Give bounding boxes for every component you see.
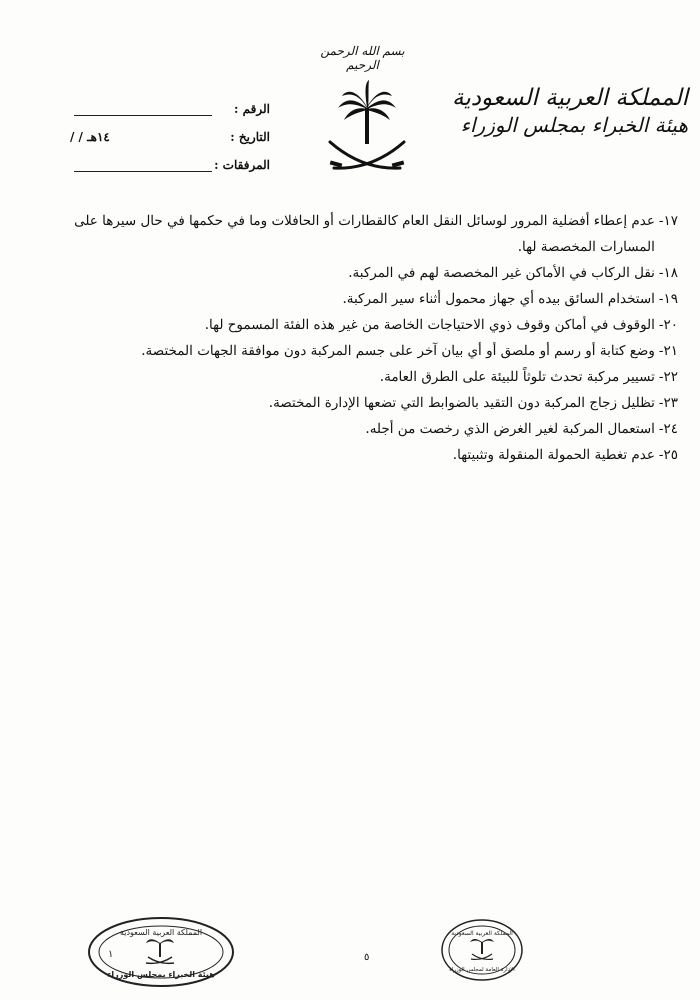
list-item bbox=[68, 260, 678, 286]
violations-list bbox=[68, 208, 678, 468]
item-number: ٢٤- bbox=[658, 421, 678, 437]
date-label: التاريخ : bbox=[230, 130, 270, 144]
item-text: استعمال المركبة لغير الغرض الذي رخصت من أجله. bbox=[365, 421, 655, 437]
list-item bbox=[68, 442, 678, 468]
item-number: ٢٢- bbox=[658, 369, 678, 385]
seal-left-top-text: المملكة العربية السعودية bbox=[119, 928, 203, 937]
list-item bbox=[68, 286, 678, 312]
list-item bbox=[68, 416, 678, 442]
item-text: وضع كتابة أو رسم أو ملصق أو أي بيان آخر على جسم المركبة دون موافقة الجهات المختصة. bbox=[141, 343, 655, 359]
official-seal-left bbox=[86, 915, 236, 990]
item-number: ٢٠- bbox=[658, 317, 678, 333]
seal-left-bottom-text: هيئة الخبراء بمجلس الوزراء bbox=[107, 970, 215, 979]
attachments-label: المرفقات : bbox=[214, 158, 270, 172]
date-value-text: / / ١٤هـ bbox=[70, 130, 110, 144]
list-item bbox=[68, 364, 678, 390]
attachments-line bbox=[74, 157, 212, 172]
item-number: ١٨- bbox=[658, 265, 678, 281]
date-row bbox=[70, 116, 270, 144]
saudi-emblem-icon bbox=[322, 78, 412, 178]
org-line-1: المملكة العربية السعودية bbox=[452, 85, 688, 111]
item-text: عدم إعطاء أفضلية المرور لوسائل النقل العام كالقطارات أو الحافلات وما في حكمها في حال سيرها على المسارات المخصصة لها. bbox=[74, 213, 655, 255]
reference-fields bbox=[70, 88, 270, 172]
list-item bbox=[68, 338, 678, 364]
seal-right-bottom-text: الإدارة العامة لمجلس الوزراء bbox=[449, 967, 515, 973]
attachments-row bbox=[70, 144, 270, 172]
date-value bbox=[70, 130, 212, 144]
page-number: ٥ bbox=[364, 952, 370, 963]
item-number: ٢٣- bbox=[658, 395, 678, 411]
seal-left-number: ١ bbox=[108, 949, 114, 960]
list-item bbox=[68, 208, 678, 260]
item-number: ٢١- bbox=[658, 343, 678, 359]
list-item bbox=[68, 390, 678, 416]
seal-right-top-text: المملكة العربية السعودية bbox=[451, 930, 513, 937]
ref-number-line bbox=[74, 101, 212, 116]
organization-heading bbox=[448, 84, 688, 138]
ref-number-label: الرقم : bbox=[234, 102, 270, 116]
item-text: تسيير مركبة تحدث تلوثاً للبيئة على الطرق العامة. bbox=[379, 369, 655, 385]
basmala: بسم الله الرحمن الرحيم bbox=[320, 44, 405, 72]
ref-number-row bbox=[70, 88, 270, 116]
item-text: عدم تغطية الحمولة المنقولة وتثبيتها. bbox=[452, 447, 655, 463]
item-text: الوقوف في أماكن وقوف ذوي الاحتياجات الخاصة من غير هذه الفئة المسموح لها. bbox=[204, 317, 655, 333]
item-number: ١٩- bbox=[658, 291, 678, 307]
item-text: استخدام السائق بيده أي جهاز محمول أثناء سير المركبة. bbox=[342, 291, 655, 307]
item-number: ٢٥- bbox=[658, 447, 678, 463]
org-line-2: هيئة الخبراء بمجلس الوزراء bbox=[460, 113, 688, 137]
official-seal-right bbox=[440, 918, 524, 982]
list-item bbox=[68, 312, 678, 338]
item-number: ١٧- bbox=[658, 213, 678, 229]
item-text: تظليل زجاج المركبة دون التقيد بالضوابط التي تضعها الإدارة المختصة. bbox=[268, 395, 655, 411]
item-text: نقل الركاب في الأماكن غير المخصصة لهم في المركبة. bbox=[348, 265, 655, 281]
